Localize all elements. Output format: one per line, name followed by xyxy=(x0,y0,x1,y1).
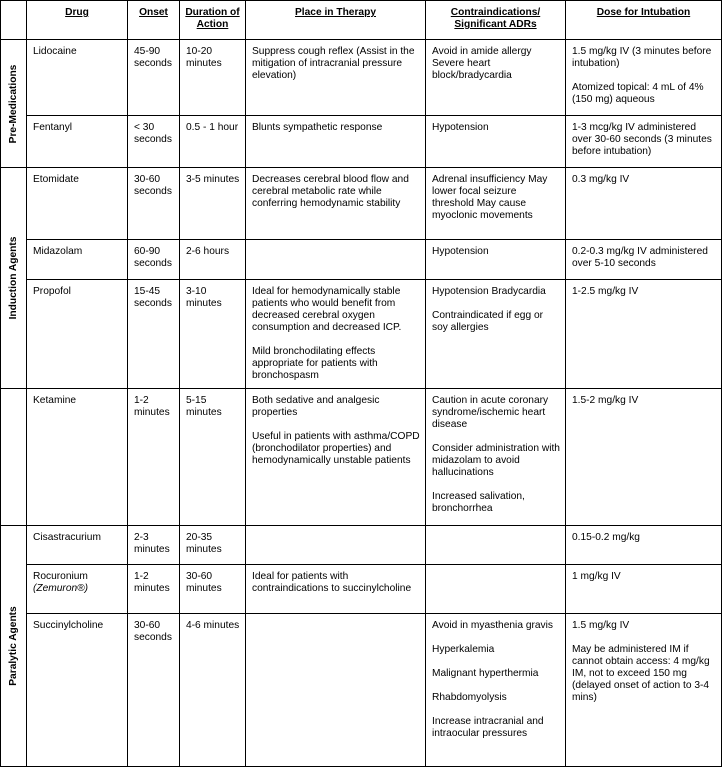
duration-cell: 2-6 hours xyxy=(180,240,246,280)
category-paralytic-agents: Paralytic Agents xyxy=(1,526,27,767)
onset-cell: 2-3 minutes xyxy=(128,526,180,565)
duration-cell: 5-15 minutes xyxy=(180,389,246,526)
drug-name: Lidocaine xyxy=(33,46,77,57)
place-in-therapy-cell xyxy=(246,40,426,116)
drug-name: Midazolam xyxy=(33,246,83,257)
place-in-therapy-cell xyxy=(246,565,426,614)
drug-cell xyxy=(27,565,128,614)
contraindication-text: Hyperkalemia xyxy=(432,644,495,655)
contraindication-cell xyxy=(426,389,566,526)
dose-text: 0.15-0.2 mg/kg xyxy=(572,532,640,543)
drug-cell xyxy=(27,240,128,280)
contraindication-text: Increased salivation, bronchorrhea xyxy=(432,491,525,514)
dose-text: 1.5 mg/kg IV (3 minutes before intubation) xyxy=(572,46,712,69)
dose-cell xyxy=(566,280,722,389)
duration-cell: 3-10 minutes xyxy=(180,280,246,389)
onset-cell: 30-60 seconds xyxy=(128,168,180,240)
contraindication-text: Consider administration with midazolam to avoid hallucinations xyxy=(432,443,560,478)
drug-cell xyxy=(27,280,128,389)
place-in-therapy-text: Suppress cough reflex (Assist in the mitigation of intracranial pressure elevation) xyxy=(252,46,415,81)
category-premedications: Pre-Medications xyxy=(1,40,27,168)
dose-text: 1 mg/kg IV xyxy=(572,571,621,582)
table-row xyxy=(1,240,722,280)
place-in-therapy-cell xyxy=(246,168,426,240)
duration-cell: 30-60 minutes xyxy=(180,565,246,614)
contraindication-cell xyxy=(426,40,566,116)
table-row xyxy=(1,280,722,389)
place-in-therapy-text: Decreases cerebral blood flow and cerebral metabolic rate while conferring hemodynamic stability xyxy=(252,174,409,209)
drug-name: Fentanyl xyxy=(33,122,73,133)
category-blank xyxy=(1,389,27,526)
contraindication-text: Caution in acute coronary syndrome/ischemic heart disease xyxy=(432,395,549,430)
place-in-therapy-text: Useful in patients with asthma/COPD (bronchodilator properties) and hemodynamically unstable patients xyxy=(252,431,420,466)
dose-cell xyxy=(566,614,722,767)
drug-name: Cisastracurium xyxy=(33,532,101,543)
dose-text: 1-2.5 mg/kg IV xyxy=(572,286,639,297)
onset-cell: 1-2 minutes xyxy=(128,389,180,526)
place-in-therapy-cell xyxy=(246,526,426,565)
place-in-therapy-cell xyxy=(246,614,426,767)
drug-name: Etomidate xyxy=(33,174,79,185)
table-row xyxy=(1,389,722,526)
dose-text: 1.5 mg/kg IV xyxy=(572,620,630,631)
contraindication-text: Malignant hyperthermia xyxy=(432,668,539,679)
drug-brand-name: (Zemuron®) xyxy=(33,583,89,594)
dose-header: Dose for Intubation xyxy=(566,1,722,40)
contraindication-cell xyxy=(426,614,566,767)
dose-text: Atomized topical: 4 mL of 4% (150 mg) aqueous xyxy=(572,82,704,105)
dose-cell xyxy=(566,116,722,168)
drug-name: Ketamine xyxy=(33,395,77,406)
onset-header: Onset xyxy=(128,1,180,40)
table-row xyxy=(1,116,722,168)
onset-cell: 1-2 minutes xyxy=(128,565,180,614)
contraindication-cell xyxy=(426,526,566,565)
drug-cell xyxy=(27,116,128,168)
contraindications-header: Contraindications/ Significant ADRs xyxy=(426,1,566,40)
duration-cell: 10-20 minutes xyxy=(180,40,246,116)
dose-text: 1-3 mcg/kg IV administered over 30-60 seconds (3 minutes before intubation) xyxy=(572,122,712,157)
table-row xyxy=(1,614,722,767)
contraindication-cell xyxy=(426,240,566,280)
contraindication-cell xyxy=(426,168,566,240)
drug-header: Drug xyxy=(27,1,128,40)
drug-cell xyxy=(27,614,128,767)
drug-cell xyxy=(27,168,128,240)
dose-cell xyxy=(566,565,722,614)
onset-cell: < 30 seconds xyxy=(128,116,180,168)
drug-cell xyxy=(27,40,128,116)
dose-cell xyxy=(566,240,722,280)
contraindication-text: Rhabdomyolysis xyxy=(432,692,507,703)
table-row xyxy=(1,565,722,614)
place-in-therapy-cell xyxy=(246,280,426,389)
drug-cell xyxy=(27,526,128,565)
duration-cell: 4-6 minutes xyxy=(180,614,246,767)
place-in-therapy-text: Both sedative and analgesic properties xyxy=(252,395,380,418)
onset-cell: 60-90 seconds xyxy=(128,240,180,280)
place-in-therapy-text: Blunts sympathetic response xyxy=(252,122,383,133)
place-in-therapy-cell xyxy=(246,116,426,168)
table-row xyxy=(1,40,722,116)
place-in-therapy-header: Place in Therapy xyxy=(246,1,426,40)
duration-cell: 20-35 minutes xyxy=(180,526,246,565)
onset-cell: 30-60 seconds xyxy=(128,614,180,767)
duration-header: Duration of Action xyxy=(180,1,246,40)
table-row xyxy=(1,526,722,565)
contraindication-cell xyxy=(426,565,566,614)
onset-cell: 15-45 seconds xyxy=(128,280,180,389)
table-row xyxy=(1,168,722,240)
drug-name: Rocuronium xyxy=(33,571,88,582)
contraindication-cell xyxy=(426,116,566,168)
dose-cell xyxy=(566,168,722,240)
dose-cell xyxy=(566,389,722,526)
dose-cell xyxy=(566,40,722,116)
category-header xyxy=(1,1,27,40)
place-in-therapy-text: Ideal for hemodynamically stable patients who would benefit from decreased cerebral oxygen consumption and decreased ICP. xyxy=(252,286,402,333)
header-row xyxy=(1,1,722,40)
contraindication-text: Hypotension xyxy=(432,246,489,257)
contraindication-text: Avoid in myasthenia gravis xyxy=(432,620,553,631)
dose-text: May be administered IM if cannot obtain access: 4 mg/kg IM, not to exceed 150 mg (delayed onset of action to 3-4 mins) xyxy=(572,644,710,703)
category-induction-agents: Induction Agents xyxy=(1,168,27,389)
duration-cell: 3-5 minutes xyxy=(180,168,246,240)
place-in-therapy-text: Ideal for patients with contraindications to succinylcholine xyxy=(252,571,412,594)
drug-name: Propofol xyxy=(33,286,71,297)
contraindication-text: Contraindicated if egg or soy allergies xyxy=(432,310,543,333)
contraindication-text: Avoid in amide allergy Severe heart block/bradycardia xyxy=(432,46,532,81)
dose-text: 1.5-2 mg/kg IV xyxy=(572,395,639,406)
place-in-therapy-cell xyxy=(246,240,426,280)
drug-name: Succinylcholine xyxy=(33,620,104,631)
place-in-therapy-text: Mild bronchodilating effects appropriate for patients with bronchospasm xyxy=(252,346,378,381)
place-in-therapy-cell xyxy=(246,389,426,526)
drug-cell xyxy=(27,389,128,526)
dose-cell xyxy=(566,526,722,565)
duration-cell: 0.5 - 1 hour xyxy=(180,116,246,168)
onset-cell: 45-90 seconds xyxy=(128,40,180,116)
contraindication-cell xyxy=(426,280,566,389)
dose-text: 0.2-0.3 mg/kg IV administered over 5-10 seconds xyxy=(572,246,708,269)
contraindication-text: Adrenal insufficiency May lower focal seizure threshold May cause myoclonic movements xyxy=(432,174,548,221)
contraindication-text: Increase intracranial and intraocular pressures xyxy=(432,716,544,739)
dose-text: 0.3 mg/kg IV xyxy=(572,174,630,185)
contraindication-text: Hypotension xyxy=(432,122,489,133)
contraindication-text: Hypotension Bradycardia xyxy=(432,286,546,297)
